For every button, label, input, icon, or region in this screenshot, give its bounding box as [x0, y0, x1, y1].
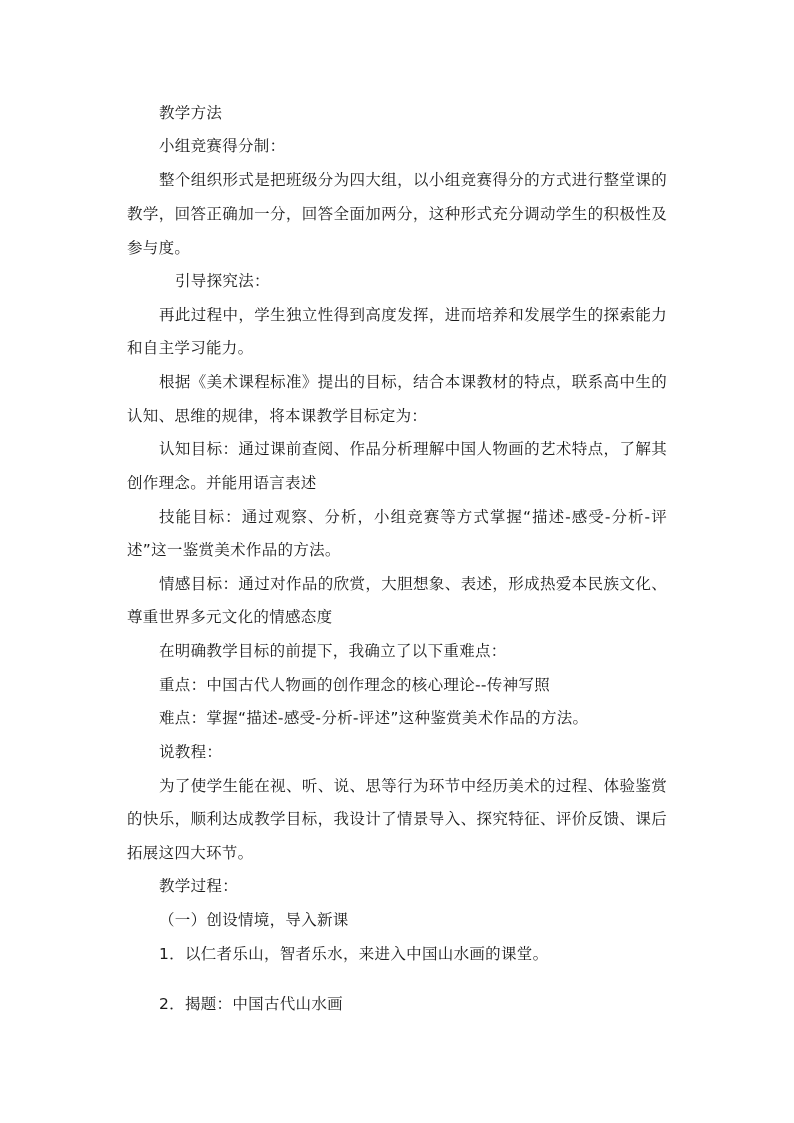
subheading-teaching-process-intro: 说教程： — [159, 743, 223, 761]
paragraph-line-key-point: 重点：中国古代人物画的创作理念的核心理论--传神写照 — [159, 676, 550, 694]
list-item: 1．以仁者乐山，智者乐水，来进入中国山水画的课堂。 — [159, 945, 549, 963]
paragraph-line: 述”这一鉴赏美术作品的方法。 — [127, 541, 341, 559]
paragraph-line: 尊重世界多元文化的情感态度 — [127, 608, 333, 626]
paragraph-line-difficult-point: 难点：掌握“描述-感受-分析-评述”这种鉴赏美术作品的方法。 — [159, 709, 589, 727]
paragraph-line: 在明确教学目标的前提下，我确立了以下重难点： — [159, 642, 507, 660]
subheading-group-competition: 小组竞赛得分制： — [159, 137, 286, 155]
paragraph-line: 教学，回答正确加一分，回答全面加两分，这种形式充分调动学生的积极性及 — [127, 205, 667, 223]
paragraph-line: 技能目标：通过观察、分析，小组竞赛等方式掌握“描述-感受-分析-评 — [159, 508, 667, 526]
paragraph-line: 情感目标：通过对作品的欣赏，大胆想象、表述，形成热爱本民族文化、 — [159, 575, 667, 593]
paragraph-line: 整个组织形式是把班级分为四大组，以小组竞赛得分的方式进行整堂课的 — [159, 171, 667, 189]
paragraph-line: 根据《美术课程标准》提出的目标，结合本课教材的特点，联系高中生的 — [159, 373, 667, 391]
paragraph-line: 认知目标：通过课前查阅、作品分析理解中国人物画的艺术特点，了解其 — [159, 440, 667, 458]
paragraph-line: 认知、思维的规律，将本课教学目标定为： — [127, 407, 428, 425]
paragraph-line: 和自主学习能力。 — [127, 339, 254, 357]
paragraph-line: 为了使学生能在视、听、说、思等行为环节中经历美术的过程、体验鉴赏 — [159, 777, 667, 795]
heading-teaching-method: 教学方法 — [159, 104, 223, 122]
subheading-guided-inquiry: 引导探究法： — [175, 272, 270, 290]
paragraph-line: 的快乐，顺利达成教学目标，我设计了情景导入、探究特征、评价反馈、课后 — [127, 810, 667, 828]
subheading-teaching-process: 教学过程： — [159, 877, 239, 895]
paragraph-line: 再此过程中，学生独立性得到高度发挥，进而培养和发展学生的探索能力 — [159, 306, 667, 324]
section-heading-step-one: （一）创设情境，导入新课 — [159, 911, 349, 929]
paragraph-line: 参与度。 — [127, 239, 191, 257]
paragraph-line: 拓展这四大环节。 — [127, 844, 254, 862]
list-item: 2．揭题：中国古代山水画 — [159, 995, 343, 1013]
paragraph-line: 创作理念。并能用语言表述 — [127, 474, 317, 492]
